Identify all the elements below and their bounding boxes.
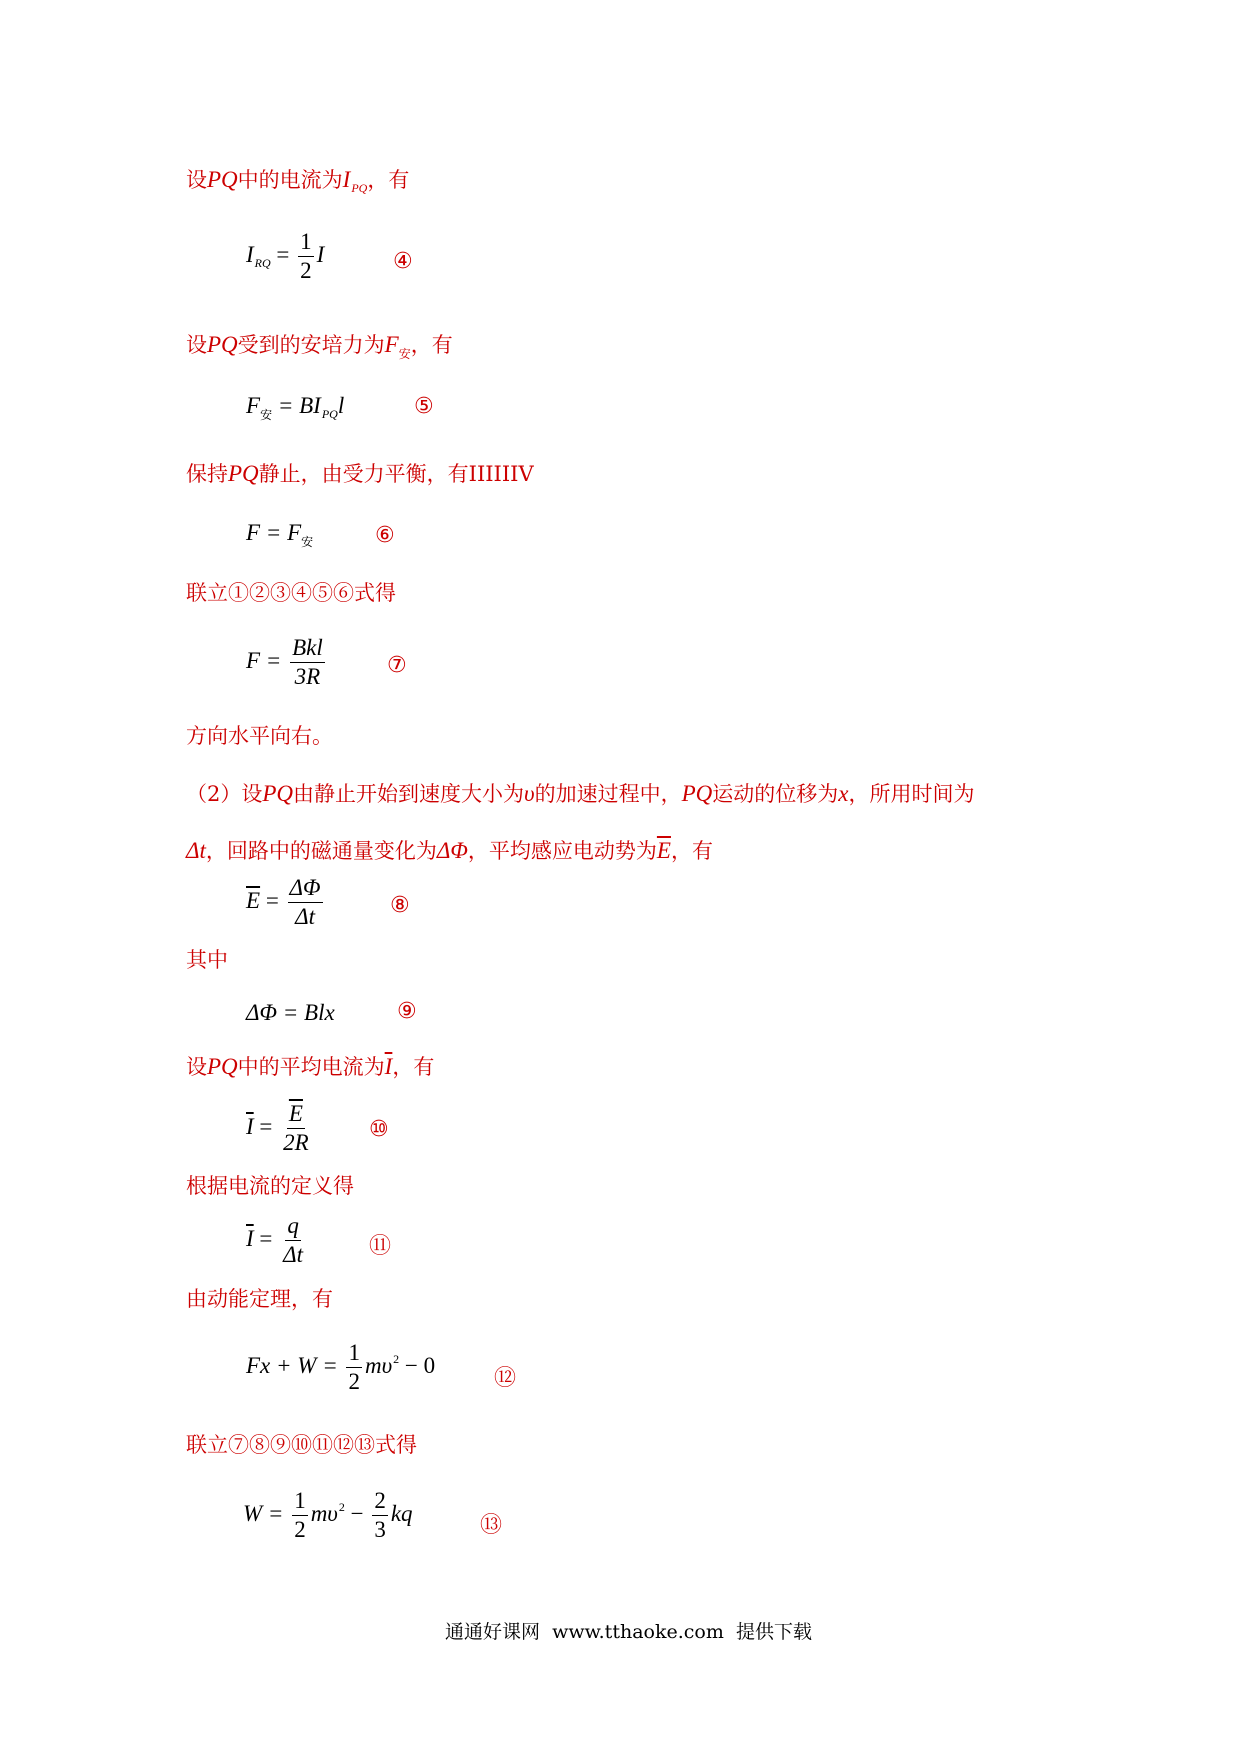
math-pq: PQ xyxy=(681,781,713,806)
footer-site-name: 通通好课网 xyxy=(445,1621,541,1643)
text: 受到的安培力为 xyxy=(237,333,385,357)
text: ，有 xyxy=(392,1055,435,1079)
expression: − 0 xyxy=(404,1352,436,1378)
numerator: 1 xyxy=(298,230,314,257)
text: ，所用时间为 xyxy=(848,782,975,806)
equation-number-7: ⑦ xyxy=(387,653,407,678)
denominator: 3 xyxy=(374,1517,386,1543)
equation-number-6: ⑥ xyxy=(375,523,395,548)
math-ibar: $\overline{I}$ xyxy=(384,1054,393,1079)
equals: = xyxy=(259,1225,273,1251)
equation-5 xyxy=(246,393,344,423)
math-v: υ xyxy=(524,781,535,806)
expression: = BI xyxy=(277,393,321,418)
text-line-avg-current xyxy=(186,1053,434,1081)
text: （2）设 xyxy=(186,782,263,806)
equation-number-5: ⑤ xyxy=(414,394,434,419)
fraction xyxy=(298,230,314,283)
fraction xyxy=(281,1214,305,1267)
expression: F = F xyxy=(246,520,302,545)
numerator: 1 xyxy=(346,1341,362,1368)
subscript: 安 xyxy=(260,408,273,422)
text: 的加速过程中， xyxy=(534,782,682,806)
equation-8 xyxy=(246,876,326,929)
symbol: mυ xyxy=(364,1352,393,1378)
minus: − xyxy=(350,1500,364,1526)
text-line-ampere xyxy=(186,331,453,361)
fraction xyxy=(290,636,325,689)
equals: = xyxy=(276,241,290,267)
symbol: l xyxy=(337,393,345,418)
subscript: PQ xyxy=(321,407,338,421)
numerator: ΔΦ xyxy=(288,876,323,903)
subscript: 安 xyxy=(301,535,314,549)
equation-6 xyxy=(246,520,313,550)
equation-9: ΔΦ = Blx xyxy=(246,1000,335,1025)
equation-13 xyxy=(243,1489,413,1542)
text: 设 xyxy=(186,1055,207,1079)
symbol: I xyxy=(342,167,351,192)
text-line-definition: 根据电流的定义得 xyxy=(186,1174,354,1198)
numerator: $\overline{E}$ xyxy=(287,1102,305,1129)
denominator: Δt xyxy=(295,904,315,930)
symbol: $\overline{I}$ xyxy=(246,1225,254,1251)
text-line-flux xyxy=(186,837,713,865)
math-pq: PQ xyxy=(207,332,238,357)
text: 中的平均电流为 xyxy=(237,1055,385,1079)
denominator: 2 xyxy=(300,258,312,284)
symbol: $\overline{E}$ xyxy=(246,887,261,913)
text-line-part2 xyxy=(186,780,975,808)
fraction xyxy=(288,876,323,929)
symbol: I xyxy=(316,241,325,267)
text-line-kinetic: 由动能定理，有 xyxy=(186,1287,333,1311)
text: ，有 xyxy=(410,333,453,357)
equation-11 xyxy=(246,1214,308,1267)
equals: = xyxy=(265,887,279,913)
text: 保持 xyxy=(186,462,228,486)
symbol: mυ xyxy=(310,1500,338,1526)
text-line-combine-1: 联立①②③④⑤⑥式得 xyxy=(186,581,396,605)
equation-4 xyxy=(246,230,324,283)
math-pq: PQ xyxy=(262,781,294,806)
superscript: 2 xyxy=(338,1499,345,1514)
equation-number-9: ⑨ xyxy=(397,999,417,1024)
footer-url[interactable]: www.tthaoke.com xyxy=(552,1621,724,1643)
denominator: 2R xyxy=(283,1130,309,1156)
expression: F = xyxy=(246,647,282,673)
fraction xyxy=(346,1341,362,1394)
symbol: $\overline{I}$ xyxy=(246,1113,254,1139)
fraction xyxy=(281,1102,311,1155)
numerator: Bkl xyxy=(290,636,325,663)
numerator: 2 xyxy=(372,1489,388,1516)
text: 静止，由受力平衡，有IIIIIIV xyxy=(258,462,534,486)
text: 设 xyxy=(186,168,207,192)
equals: = xyxy=(259,1113,273,1139)
numerator: 1 xyxy=(292,1489,308,1516)
fraction xyxy=(292,1489,308,1542)
text-line-combine-2: 联立⑦⑧⑨⑩⑪⑫⑬式得 xyxy=(186,1433,417,1457)
text-line-pq-current xyxy=(186,166,409,195)
subscript: 安 xyxy=(398,347,411,361)
numerator: q xyxy=(285,1214,301,1241)
math-dt: Δt xyxy=(186,838,206,863)
equation-number-12: ⑫ xyxy=(494,1366,517,1391)
math-dphi: ΔΦ xyxy=(436,838,468,863)
math-pq: PQ xyxy=(228,461,259,486)
math-x: x xyxy=(838,781,849,806)
text: 设 xyxy=(186,333,207,357)
fraction xyxy=(372,1489,388,1542)
symbol: F xyxy=(246,393,261,418)
math-ebar: $\overline{E}$ xyxy=(656,838,671,863)
denominator: Δt xyxy=(283,1242,304,1268)
footer xyxy=(445,1617,812,1644)
footer-suffix: 提供下载 xyxy=(735,1621,812,1643)
equation-12 xyxy=(246,1341,435,1394)
denominator: 3R xyxy=(294,664,321,690)
math-pq: PQ xyxy=(207,1054,238,1079)
equation-number-13: ⑬ xyxy=(480,1513,503,1538)
math-f-an xyxy=(384,332,411,361)
superscript: 2 xyxy=(393,1351,400,1366)
math-i-pq xyxy=(342,167,368,195)
equation-7 xyxy=(246,636,328,689)
symbol: kq xyxy=(390,1500,413,1526)
denominator: 2 xyxy=(348,1369,360,1395)
denominator: 2 xyxy=(294,1517,306,1543)
equation-number-11: ⑪ xyxy=(369,1234,392,1259)
text-line-where: 其中 xyxy=(186,948,228,972)
equation-number-4: ④ xyxy=(393,249,413,274)
text: 中的电流为 xyxy=(237,168,343,192)
text: ，有 xyxy=(670,839,713,863)
text: 运动的位移为 xyxy=(712,782,839,806)
text: ，回路中的磁通量变化为 xyxy=(205,839,437,863)
text: ，平均感应电动势为 xyxy=(467,839,657,863)
text-line-static xyxy=(186,460,534,488)
symbol: I xyxy=(246,241,254,267)
text: 由静止开始到速度大小为 xyxy=(293,782,525,806)
expression: W = xyxy=(243,1500,284,1526)
math-pq: PQ xyxy=(207,167,238,192)
text: ，有 xyxy=(367,168,410,192)
expression: Fx + W = xyxy=(246,1352,338,1378)
subscript: RQ xyxy=(254,255,271,270)
equation-number-8: ⑧ xyxy=(390,893,410,918)
subscript: PQ xyxy=(351,181,368,195)
equation-10 xyxy=(246,1102,314,1155)
equation-number-10: ⑩ xyxy=(369,1117,389,1142)
symbol: F xyxy=(384,332,399,357)
text-line-direction: 方向水平向右。 xyxy=(186,724,333,748)
